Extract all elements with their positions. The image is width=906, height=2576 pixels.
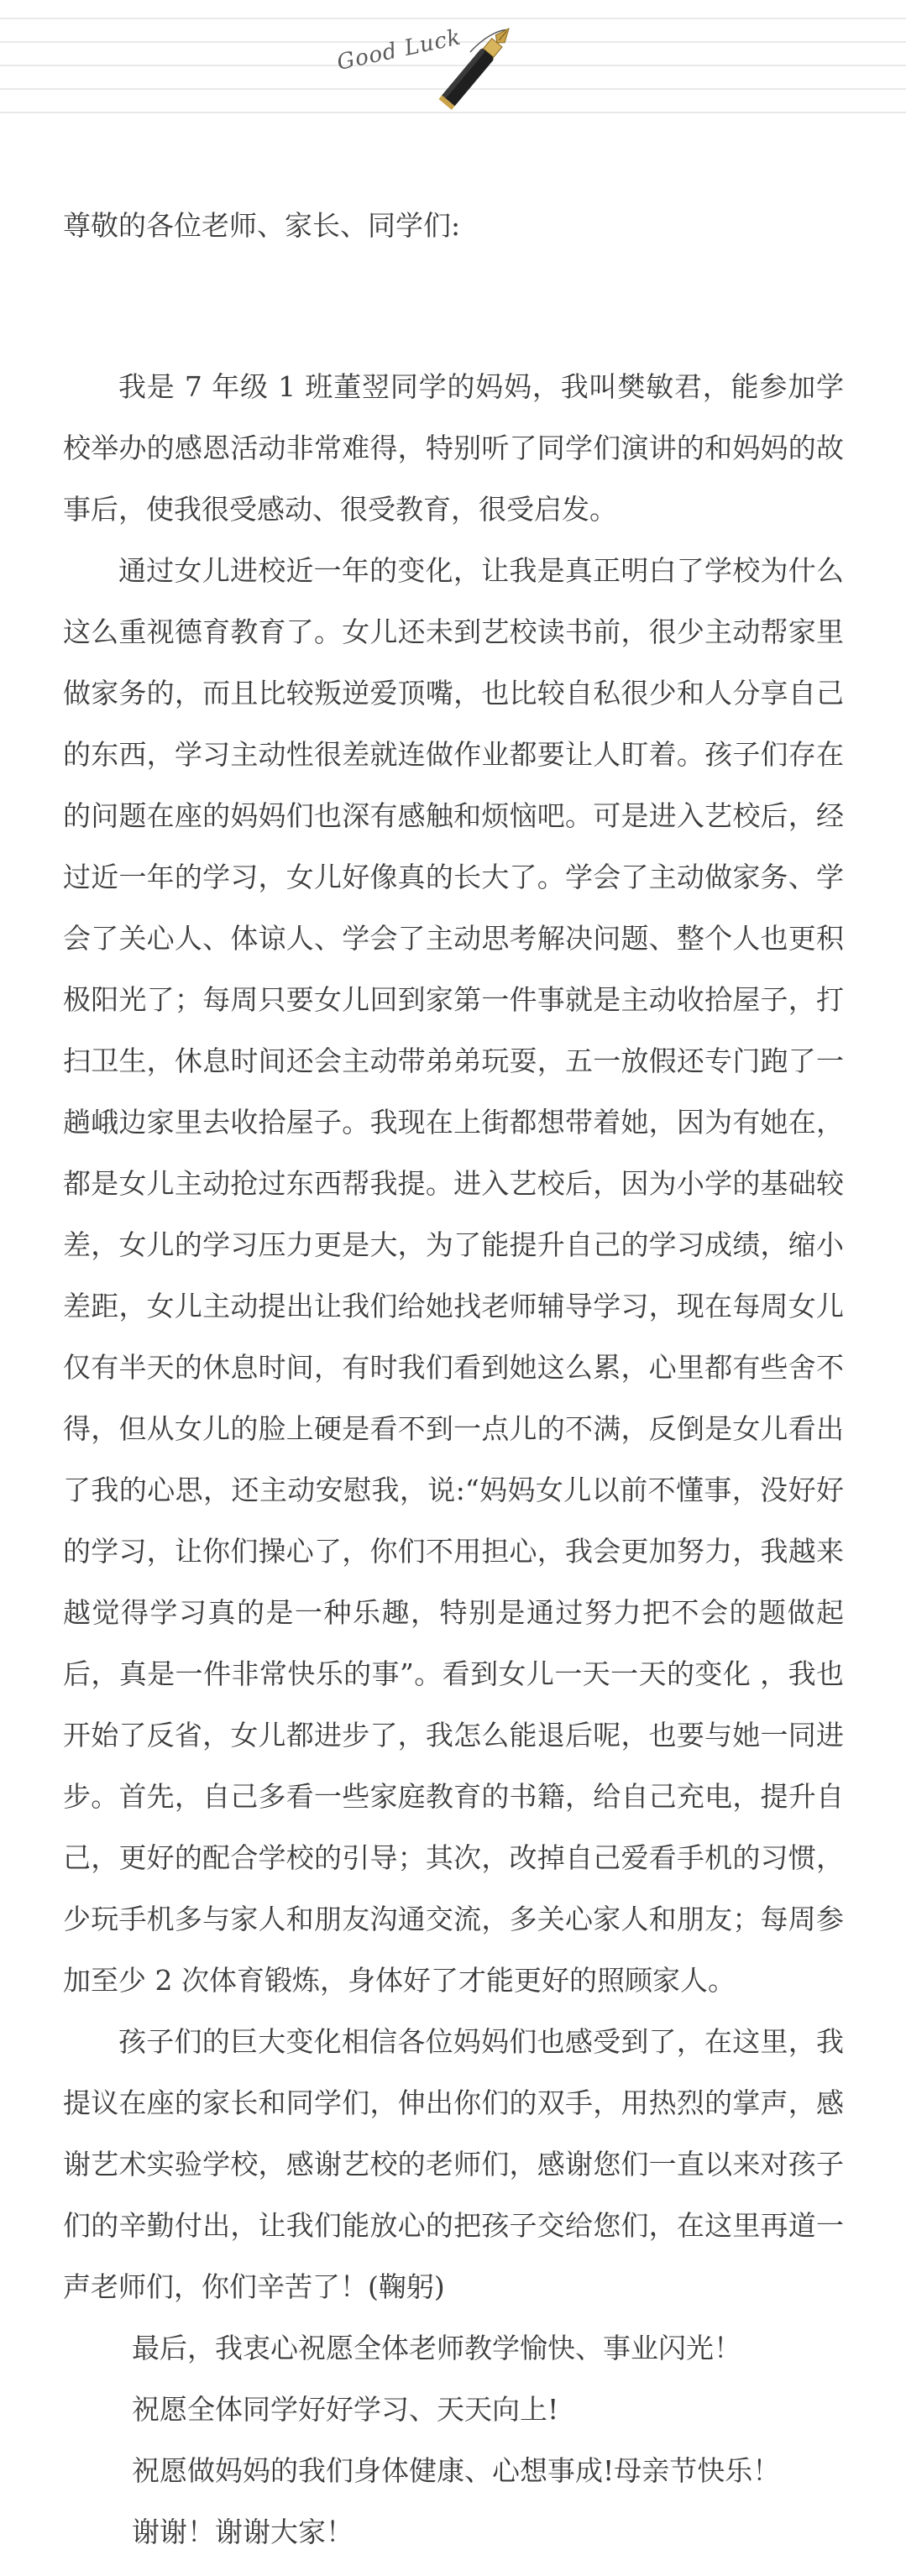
letter-greeting: 尊敬的各位老师、家长、同学们: xyxy=(63,209,461,242)
letter-body xyxy=(63,195,844,2563)
letter-paragraph: 通过女儿进校近一年的变化，让我是真正明白了学校为什么这么重视德育教育了。女儿还未到艺校读书前，很少主动帮家里做家务的，而且比较叛逆爱顶嘴，也比较自私很少和人分享自己的东西，学习主动性很差就连做作业都要让人盯着。孩子们存在的问题在座的妈妈们也深有感触和烦恼吧。可是进入艺校后，经过近一年的学习，女儿好像真的长大了。学会了主动做家务、学会了关心人、体谅人、学会了主动思考解决问题、整个人也更积极阳光了；每周只要女儿回到家第一件事就是主动收拾屋子，打扫卫生，休息时间还会主动带弟弟玩耍，五一放假还专门跑了一趟峨边家里去收拾屋子。我现在上街都想带着她，因为有她在，都是女儿主动抢过东西帮我提。进入艺校后，因为小学的基础较差，女儿的学习压力更是大，为了能提升自己的学习成绩，缩小差距，女儿主动提出让我们给她找老师辅导学习，现在每周女儿仅有半天的休息时间，有时我们看到她这么累，心里都有些舍不得，但从女儿的脸上硬是看不到一点儿的不满，反倒是女儿看出了我的心思，还主动安慰我，说:“妈妈女儿以前不懂事，没好好的学习，让你们操心了，你们不用担心，我会更加努力，我越来越觉得学习真的是一种乐趣，特别是通过努力把不会的题做起后，真是一件非常快乐的事”。看到女儿一天一天的变化 ，我也开始了反省，女儿都进步了，我怎么能退后呢，也要与她一同进步。首先，自己多看一些家庭教育的书籍，给自己充电，提升自己，更好的配合学校的引导；其次，改掉自己爱看手机的习惯，少玩手机多与家人和朋友沟通交流，多关心家人和朋友；每周参加至少 2 次体育锻炼，身体好了才能更好的照顾家人。 xyxy=(63,554,844,1997)
closing-line: 祝愿做妈妈的我们身体健康、心想事成!母亲节快乐！ xyxy=(132,2454,781,2487)
letter-paragraph: 孩子们的巨大变化相信各位妈妈们也感受到了，在这里，我提议在座的家长和同学们，伸出你们的双手，用热烈的掌声，感谢艺术实验学校，感谢艺校的老师们，感谢您们一直以来对孩子们的辛勤付出，让我们能放心的把孩子交给您们，在这里再道一声老师们，你们辛苦了！(鞠躬) xyxy=(63,2025,844,2303)
good-luck-handwriting: Good Luck xyxy=(334,24,464,76)
header-lines xyxy=(0,0,906,134)
closing-line: 最后，我衷心祝愿全体老师教学愉快、事业闪光！ xyxy=(132,2332,741,2364)
header-decoration xyxy=(0,0,906,134)
letter-paragraph: 我是 7 年级 1 班董翌同学的妈妈，我叫樊敏君，能参加学校举办的感恩活动非常难得，特别听了同学们演讲的和妈妈的故事后，使我很受感动、很受教育，很受启发。 xyxy=(63,370,844,526)
closing-line: 祝愿全体同学好好学习、天天向上! xyxy=(132,2393,559,2426)
closing-line: 谢谢！谢谢大家！ xyxy=(132,2516,353,2548)
